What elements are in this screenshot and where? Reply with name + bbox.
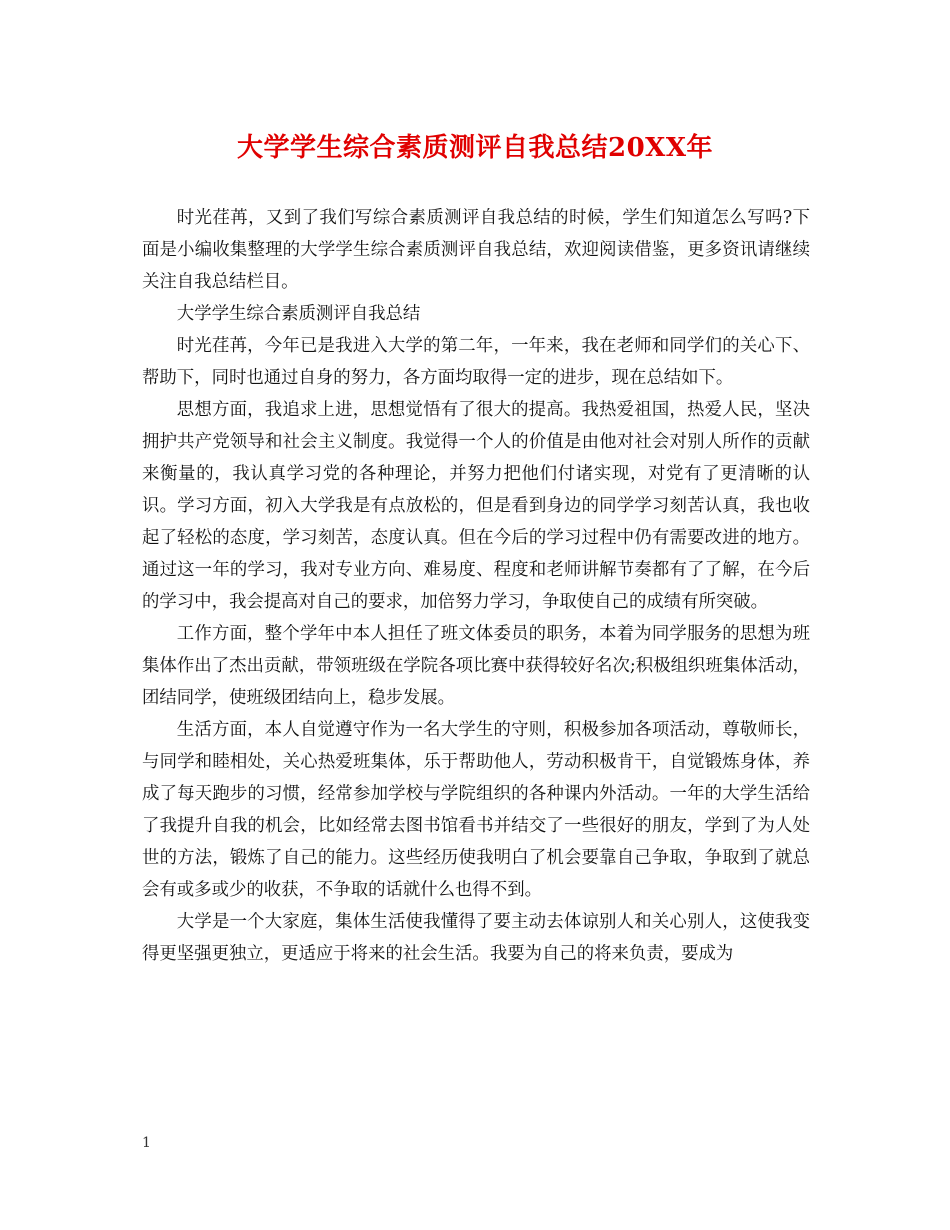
paragraph-thought-study: 思想方面，我追求上进，思想觉悟有了很大的提高。我热爱祖国，热爱人民，坚决拥护共产党领导和社会主义制度。我觉得一个人的价值是由他对社会对别人所作的贡献来衡量的，我认真学习党的各种理论，并努力把他们付诸实现，对党有了更清晰的认识。学习方面，初入大学我是有点放松的，但是看到身边的同学学习刻苦认真，我也收起了轻松的态度，学习刻苦，态度认真。但在今后的学习过程中仍有需要改进的地方。通过这一年的学习，我对专业方向、难易度、程度和老师讲解节奏都有了了解，在今后的学习中，我会提高对自己的要求，加倍努力学习，争取使自己的成绩有所突破。 [142,400,810,612]
document-title: 大学学生综合素质测评自我总结20XX年 [236,133,714,163]
paragraph-family: 大学是一个大家庭，集体生活使我懂得了要主动去体谅别人和关心别人，这使我变得更坚强更独立，更适应于将来的社会生活。我要为自己的将来负责，要成为 [142,912,810,964]
paragraph-subtitle: 大学学生综合素质测评自我总结 [176,304,421,324]
paragraph-work: 工作方面，整个学年中本人担任了班文体委员的职务，本着为同学服务的思想为班集体作出了杰出贡献，带领班级在学院各项比赛中获得较好名次;积极组织班集体活动，团结同学，使班级团结向上，稳步发展。 [142,624,810,708]
page-number: 1 [142,1135,151,1151]
document-body [142,202,810,970]
paragraph-intro: 时光荏苒，又到了我们写综合素质测评自我总结的时候，学生们知道怎么写吗?下面是小编收集整理的大学学生综合素质测评自我总结，欢迎阅读借鉴，更多资讯请继续关注自我总结栏目。 [142,208,810,292]
paragraph-opening: 时光荏苒，今年已是我进入大学的第二年，一年来，我在老师和同学们的关心下、帮助下，同时也通过自身的努力，各方面均取得一定的进步，现在总结如下。 [142,336,810,388]
paragraph-life: 生活方面，本人自觉遵守作为一名大学生的守则，积极参加各项活动，尊敬师长，与同学和睦相处，关心热爱班集体，乐于帮助他人，劳动积极肯干，自觉锻炼身体，养成了每天跑步的习惯，经常参加学校与学院组织的各种课内外活动。一年的大学生活给了我提升自我的机会，比如经常去图书馆看书并结交了一些很好的朋友，学到了为人处世的方法，锻炼了自己的能力。这些经历使我明白了机会要靠自己争取，争取到了就总会有或多或少的收获，不争取的话就什么也得不到。 [142,720,810,900]
